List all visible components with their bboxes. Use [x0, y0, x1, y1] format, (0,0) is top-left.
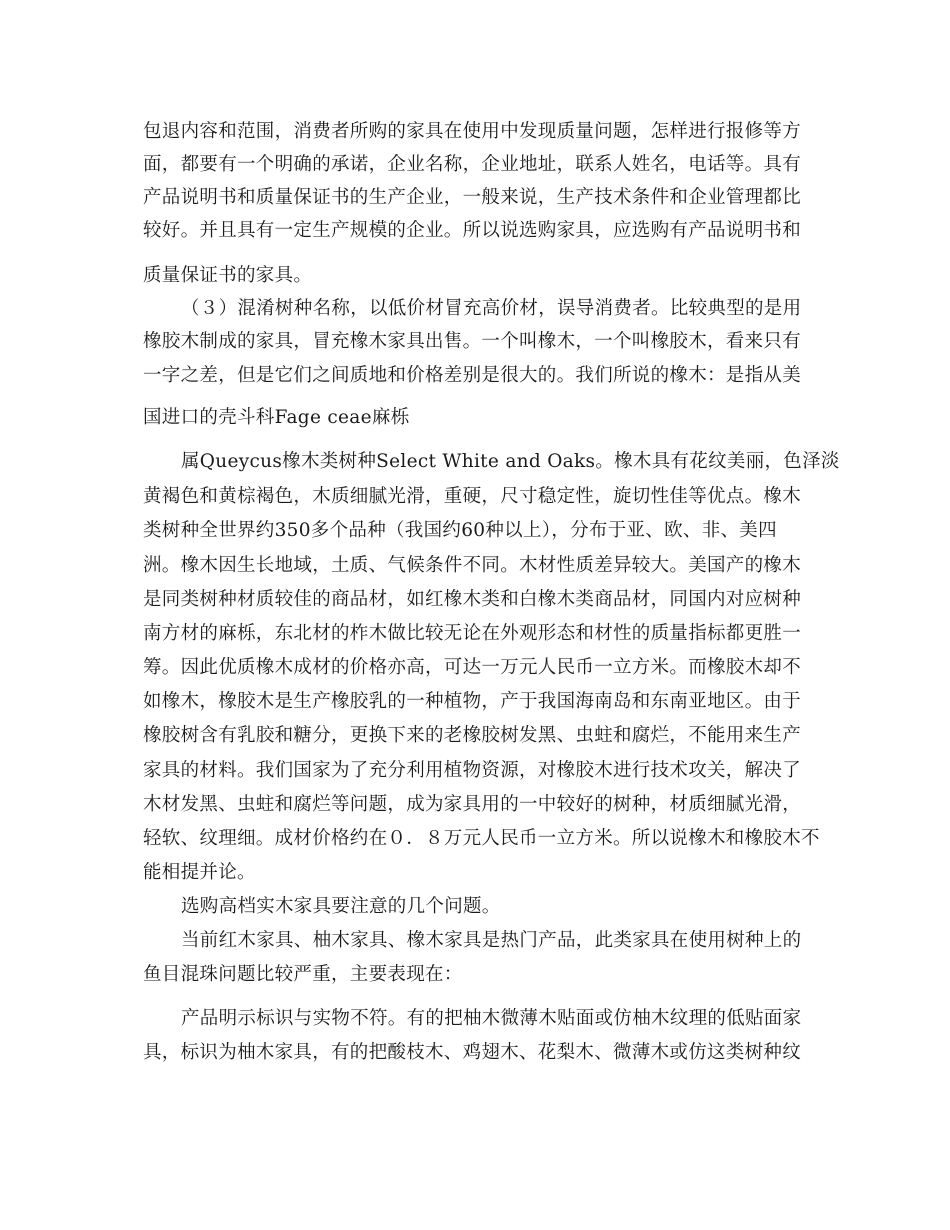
paragraph-line: 具，标识为柚木家具，有的把酸枝木、鸡翅木、花梨木、微薄木或仿这类树种纹 [143, 1042, 802, 1063]
paragraph-line: 选购高档实木家具要注意的几个问题。 [181, 896, 501, 917]
paragraph-line: 橡胶树含有乳胶和糖分，更换下来的老橡胶树发黑、虫蛀和腐烂，不能用来生产 [143, 725, 802, 746]
paragraph-line: 包退内容和范围，消费者所购的家具在使用中发现质量问题，怎样进行报修等方 [143, 121, 802, 142]
paragraph-line: 橡胶木制成的家具，冒充橡木家具出售。一个叫橡木，一个叫橡胶木，看来只有 [143, 331, 802, 352]
paragraph-line: 较好。并且具有一定生产规模的企业。所以说选购家具，应选购有产品说明书和 [143, 220, 802, 241]
paragraph-line: 家具的材料。我们国家为了充分利用植物资源，对橡胶木进行技术攻关，解决了 [143, 760, 802, 781]
paragraph-line: 黄褐色和黄棕褐色，木质细腻光滑，重硬，尺寸稳定性，旋切性佳等优点。橡木 [143, 486, 802, 507]
paragraph-line: 轻软、纹理细。成材价格约在０．８万元人民币一立方米。所以说橡木和橡胶木不 [143, 828, 820, 849]
paragraph-line: 如橡木，橡胶木是生产橡胶乳的一种植物，产于我国海南岛和东南亚地区。由于 [143, 691, 802, 712]
paragraph-line: 面，都要有一个明确的承诺，企业名称，企业地址，联系人姓名，电话等。具有 [143, 154, 802, 175]
paragraph-line: 木材发黑、虫蛀和腐烂等问题，成为家具用的一中较好的树种，材质细腻光滑， [143, 794, 802, 815]
paragraph-line: 国进口的壳斗科Fage ceae麻栎 [143, 407, 410, 428]
paragraph-line: 鱼目混珠问题比较严重，主要表现在： [143, 964, 463, 985]
paragraph-line: 是同类树种材质较佳的商品材，如红橡木类和白橡木类商品材，同国内对应树种 [143, 589, 802, 610]
paragraph-line: 洲。橡木因生长地域，土质、气候条件不同。木材性质差异较大。美国产的橡木 [143, 555, 802, 576]
paragraph-line: 产品明示标识与实物不符。有的把柚木微薄木贴面或仿柚木纹理的低贴面家 [181, 1008, 802, 1029]
paragraph-line: 一字之差，但是它们之间质地和价格差别是很大的。我们所说的橡木：是指从美 [143, 365, 802, 386]
paragraph-line: 质量保证书的家具。 [143, 265, 313, 286]
paragraph-line: （３）混淆树种名称，以低价材冒充高价材，误导消费者。比较典型的是用 [181, 298, 802, 319]
paragraph-line: 南方材的麻栎，东北材的柞木做比较无论在外观形态和材性的质量指标都更胜一 [143, 623, 802, 644]
paragraph-line: 能相提并论。 [143, 862, 256, 883]
paragraph-line: 类树种全世界约350多个品种（我国约60种以上），分布于亚、欧、非、美四 [143, 520, 777, 541]
paragraph-line: 筹。因此优质橡木成材的价格亦高，可达一万元人民币一立方米。而橡胶木却不 [143, 657, 802, 678]
paragraph-line: 属Queycus橡木类树种Select White and Oaks。橡木具有花纹美丽，色泽淡 [181, 451, 840, 472]
paragraph-line: 产品说明书和质量保证书的生产企业，一般来说，生产技术条件和企业管理都比 [143, 187, 802, 208]
paragraph-line: 当前红木家具、柚木家具、橡木家具是热门产品，此类家具在使用树种上的 [181, 930, 802, 951]
